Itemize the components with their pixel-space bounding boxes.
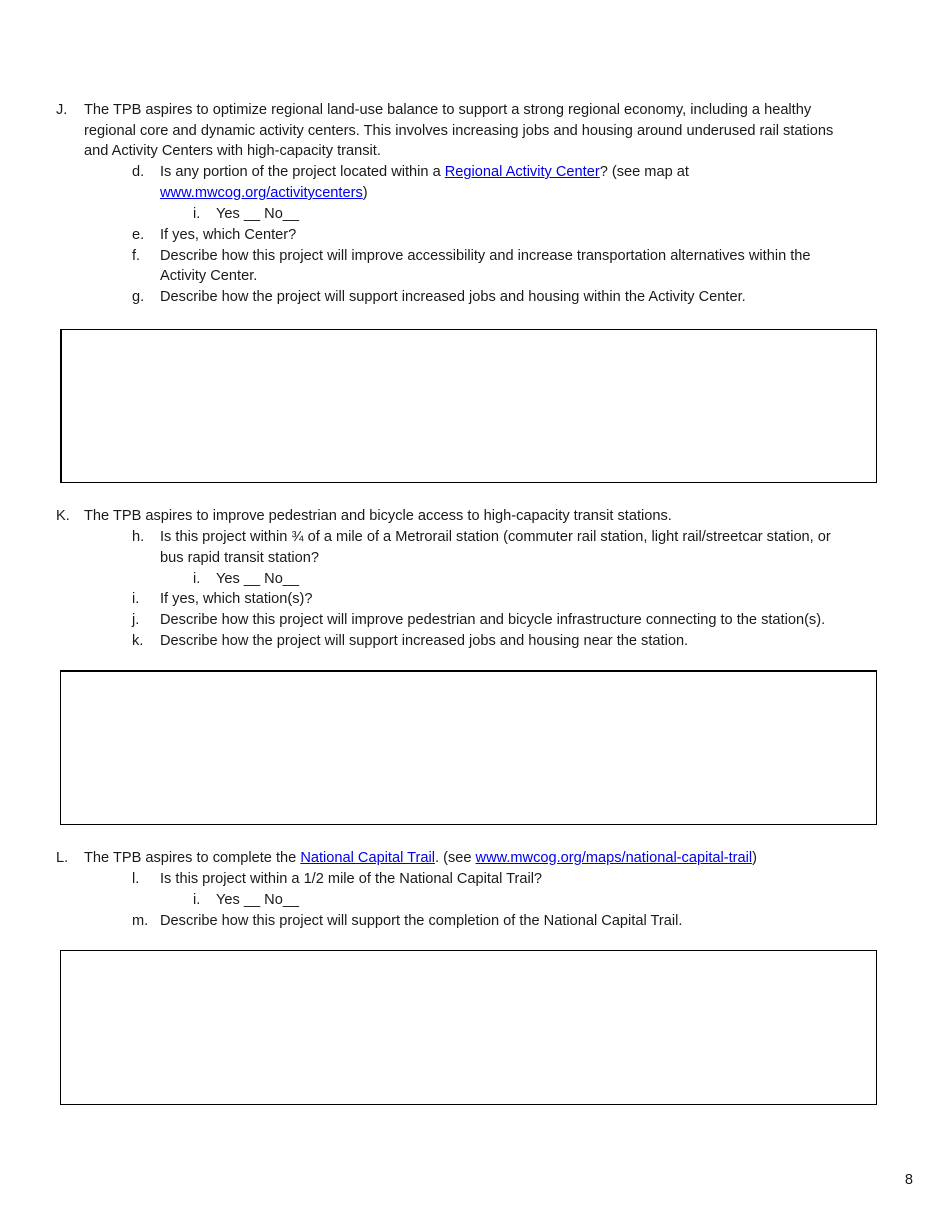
item-h-line-2: bus rapid transit station? [160, 550, 319, 566]
regional-activity-center-link[interactable]: Regional Activity Center [444, 164, 600, 180]
item-g-text: Describe how the project will support increased jobs and housing within the Activity Center. [160, 289, 746, 305]
item-f-text: Describe how this project will improve accessibility and increase transportation alternatives within the [160, 248, 811, 264]
section-k-marker: K. [56, 508, 70, 524]
item-k-text: Describe how the project will support increased jobs and housing near the station. [160, 633, 689, 649]
item-i-text: If yes, which station(s)? [160, 591, 313, 607]
item-l-marker: l. [132, 871, 140, 887]
item-d-line-2-post: ) [362, 185, 368, 201]
item-l-i-marker: i. [193, 892, 201, 908]
item-h-text: Is this project within ¾ of a mile of a Metrorail station (commuter rail station, light rail/streetcar station, or [160, 529, 831, 545]
answer-box-j[interactable] [60, 329, 877, 483]
item-m-marker: m. [132, 913, 149, 929]
section-j-marker: J. [56, 102, 68, 118]
section-l-mid: . (see [434, 850, 476, 866]
item-h-marker: h. [132, 529, 145, 545]
item-d-line-2 [160, 183, 368, 204]
item-f-line-2: Activity Center. [160, 268, 258, 284]
section-l-line-1 [84, 848, 757, 869]
answer-box-l[interactable] [60, 950, 877, 1105]
item-f-marker: f. [132, 248, 141, 264]
item-i-marker: i. [132, 591, 140, 607]
item-j-marker: j. [132, 612, 140, 628]
item-m-text: Describe how this project will support the completion of the National Capital Trail. [160, 913, 683, 929]
item-d-text-pre: Is any portion of the project located within a [160, 164, 445, 180]
section-k-line-1: The TPB aspires to improve pedestrian and bicycle access to high-capacity transit stations. [84, 508, 672, 524]
item-d-text [160, 162, 689, 183]
national-capital-trail-link[interactable]: National Capital Trail [300, 850, 435, 866]
activitycenters-link[interactable]: www.mwcog.org/activitycenters [160, 185, 363, 201]
item-g-marker: g. [132, 289, 145, 305]
answer-box-k[interactable] [60, 670, 877, 825]
item-l-text: Is this project within a 1/2 mile of the National Capital Trail? [160, 871, 543, 887]
section-j-line-2: regional core and dynamic activity centers. This involves increasing jobs and housing around underused rail stations [84, 123, 834, 139]
item-e-text: If yes, which Center? [160, 227, 297, 243]
section-j-line-1: The TPB aspires to optimize regional land-use balance to support a strong regional economy, including a healthy [84, 102, 812, 118]
item-d-text-post: ? (see map at [599, 164, 689, 180]
item-k-marker: k. [132, 633, 144, 649]
item-l-yes-no: Yes __ No__ [216, 892, 300, 908]
item-e-marker: e. [132, 227, 145, 243]
item-k-yes-no: Yes __ No__ [216, 571, 300, 587]
section-l-post: ) [752, 850, 757, 866]
section-l-marker: L. [56, 850, 69, 866]
item-j-yes-no: Yes __ No__ [216, 206, 300, 222]
item-k-i-marker: i. [193, 571, 201, 587]
page-number: 8 [904, 1172, 913, 1188]
item-j-text: Describe how this project will improve pedestrian and bicycle infrastructure connecting to the station(s). [160, 612, 826, 628]
section-j-line-3: and Activity Centers with high-capacity transit. [84, 143, 381, 159]
national-capital-trail-map-link[interactable]: www.mwcog.org/maps/national-capital-trail [475, 850, 753, 866]
item-j-i-marker: i. [193, 206, 201, 222]
item-d-marker: d. [132, 164, 145, 180]
section-l-pre: The TPB aspires to complete the [84, 850, 301, 866]
